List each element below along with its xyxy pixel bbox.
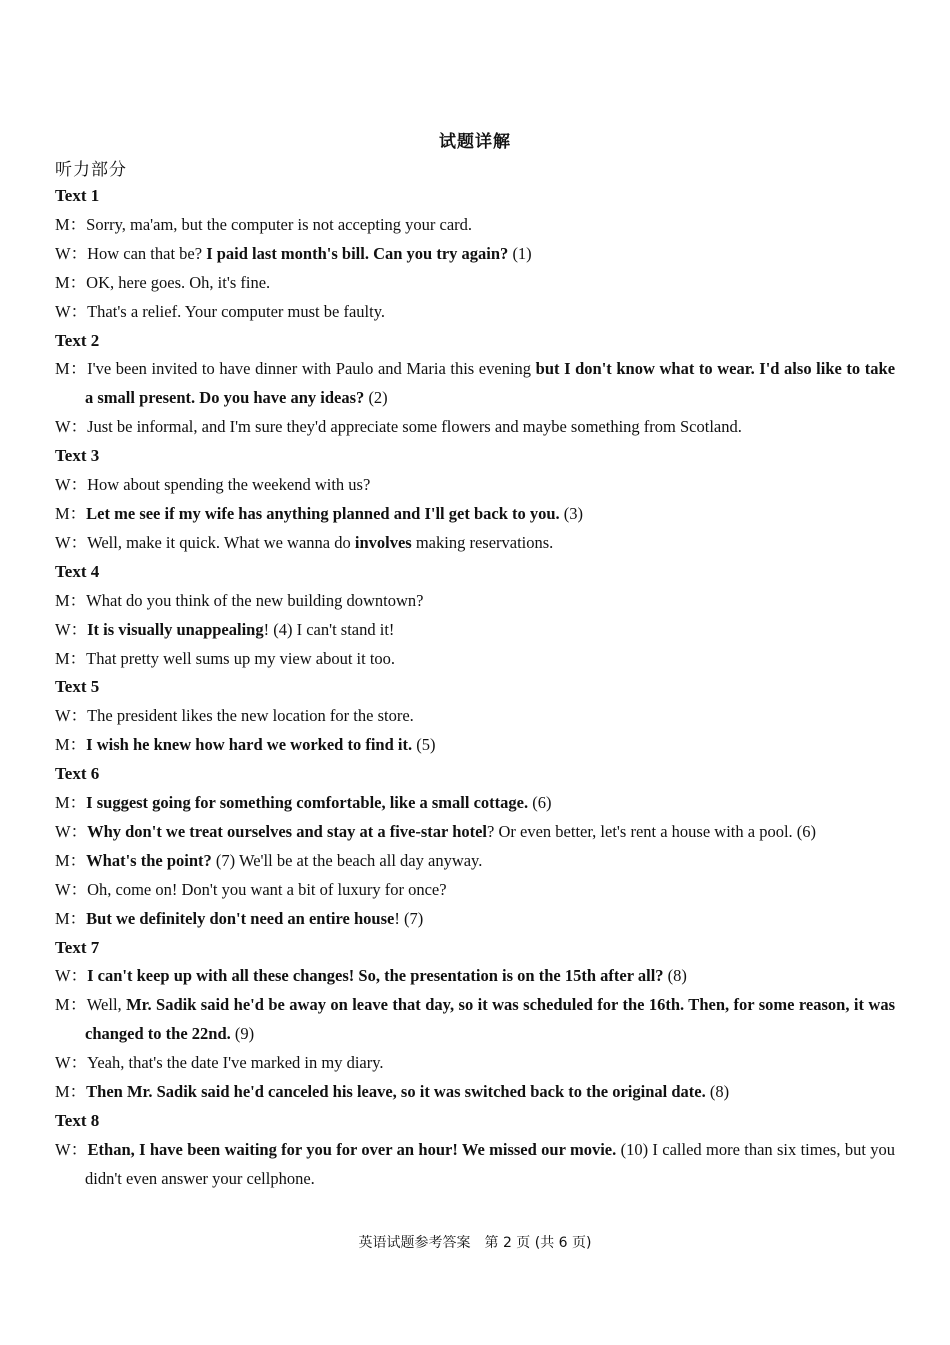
answer-key-text: But we definitely don't need an entire house: [86, 908, 395, 928]
text-heading: Text 7: [55, 937, 100, 957]
dialogue-text: making reservations.: [411, 532, 554, 552]
text-heading: Text 2: [55, 330, 100, 350]
page-footer: 英语试题参考答案 第 2 页 (共 6 页): [358, 1235, 592, 1251]
dialogue-text: ! (7): [394, 908, 424, 928]
dialogue-text: (5): [412, 735, 436, 755]
dialogue-text: That pretty well sums up my view about it too.: [86, 648, 396, 668]
answer-key-text: Let me see if my wife has anything planned and I'll get back to you.: [86, 503, 560, 523]
dialogue-text: The president likes the new location for the store.: [87, 706, 414, 726]
dialogue-line: [55, 962, 895, 991]
speaker-label: W：: [55, 301, 88, 321]
page-title: 试题详解: [439, 132, 511, 152]
dialogue-text: Sorry, ma'am, but the computer is not accepting your card.: [86, 214, 473, 234]
dialogue-text: (6): [528, 793, 552, 813]
speaker-label: W：: [55, 532, 88, 552]
dialogue-line: [55, 355, 895, 413]
dialogue-text: How about spending the weekend with us?: [87, 475, 371, 495]
speaker-label: M：: [55, 272, 87, 292]
text-heading: Text 8: [55, 1111, 100, 1130]
dialogue-line: [55, 702, 895, 731]
answer-key-text: I suggest going for something comfortable, like a small cottage.: [86, 793, 529, 813]
dialogue-line: [55, 413, 895, 442]
section-title: 听力部分: [55, 160, 127, 180]
answer-key-text: but I don't know what to wear. I'd also like to take a small present. Do you have any ideas?: [85, 359, 896, 408]
answer-key-text: Why don't we treat ourselves and stay at a five-star hotel: [87, 821, 488, 841]
transcript-body: [55, 182, 895, 1194]
dialogue-line: [55, 789, 895, 818]
speaker-label: W：: [55, 1139, 88, 1159]
dialogue-text: ! (4) I can't stand it!: [263, 619, 395, 639]
dialogue-line: [55, 876, 895, 905]
dialogue-line: [55, 500, 895, 529]
answer-key-text: It is visually unappealing: [87, 619, 264, 639]
dialogue-line: [55, 471, 895, 500]
answer-key-text: What's the point?: [86, 850, 212, 870]
dialogue-text: (1): [508, 243, 532, 263]
dialogue-text: (8): [705, 1082, 730, 1102]
dialogue-line: [55, 818, 895, 847]
answer-key-text: involves: [354, 532, 412, 552]
dialogue-text: (2): [364, 388, 388, 408]
speaker-label: M：: [55, 908, 87, 928]
dialogue-text: (9): [230, 1024, 255, 1044]
speaker-label: M：: [55, 503, 87, 523]
dialogue-text: ? Or even better, let's rent a house with a pool. (6): [487, 821, 817, 841]
dialogue-text: Oh, come on! Don't you want a bit of luxury for once?: [87, 879, 447, 899]
dialogue-line: [55, 269, 895, 298]
dialogue-line: [55, 240, 895, 269]
speaker-label: M：: [55, 735, 87, 755]
text-heading: Text 5: [55, 677, 100, 697]
answer-key-text: Mr. Sadik said he'd be away on leave that day, so it was scheduled for the 16th. Then, for some reason, it was changed to the 22nd.: [85, 995, 895, 1044]
dialogue-line: [55, 298, 895, 327]
answer-key-text: I can't keep up with all these changes! So, the presentation is on the 15th after all?: [87, 966, 664, 986]
dialogue-line: [55, 211, 895, 240]
speaker-label: M：: [55, 359, 88, 379]
speaker-label: W：: [55, 475, 88, 495]
answer-key-text: Ethan, I have been waiting for you for over an hour! We missed our movie.: [87, 1139, 617, 1159]
dialogue-text: Well,: [86, 995, 127, 1015]
dialogue-text: How can that be?: [87, 243, 207, 263]
speaker-label: W：: [55, 243, 88, 263]
speaker-label: M：: [55, 648, 87, 668]
speaker-label: M：: [55, 590, 87, 610]
dialogue-line: [55, 645, 895, 674]
dialogue-text: (10) I called more than six times, but you didn't even answer your cellphone.: [85, 1139, 896, 1188]
dialogue-line: [55, 1136, 895, 1194]
dialogue-text: Yeah, that's the date I've marked in my diary.: [87, 1053, 384, 1073]
speaker-label: W：: [55, 417, 88, 437]
dialogue-line: [55, 587, 895, 616]
text-heading: Text 6: [55, 764, 100, 784]
text-heading: Text 1: [55, 186, 100, 205]
dialogue-text: OK, here goes. Oh, it's fine.: [86, 272, 271, 292]
dialogue-line: [55, 1078, 895, 1107]
dialogue-text: (8): [663, 966, 687, 986]
dialogue-line: [55, 616, 895, 645]
speaker-label: M：: [55, 850, 87, 870]
text-heading: Text 4: [55, 561, 100, 581]
speaker-label: M：: [55, 995, 87, 1015]
dialogue-line: [55, 991, 895, 1049]
speaker-label: W：: [55, 706, 88, 726]
speaker-label: M：: [55, 214, 87, 234]
speaker-label: W：: [55, 619, 88, 639]
dialogue-text: (7) We'll be at the beach all day anyway.: [211, 850, 483, 870]
answer-key-text: Then Mr. Sadik said he'd canceled his leave, so it was switched back to the original date.: [86, 1082, 706, 1102]
text-heading: Text 3: [55, 446, 100, 466]
dialogue-line: [55, 847, 895, 876]
speaker-label: W：: [55, 879, 88, 899]
dialogue-line: [55, 731, 895, 760]
dialogue-line: [55, 905, 895, 934]
answer-key-text: I paid last month's bill. Can you try again?: [206, 243, 509, 263]
answer-key-text: I wish he knew how hard we worked to find it.: [86, 735, 413, 755]
dialogue-line: [55, 1049, 895, 1078]
speaker-label: M：: [55, 1082, 87, 1102]
dialogue-text: What do you think of the new building downtown?: [86, 590, 424, 610]
speaker-label: W：: [55, 821, 88, 841]
dialogue-text: That's a relief. Your computer must be faulty.: [87, 301, 385, 321]
speaker-label: W：: [55, 1053, 88, 1073]
dialogue-text: Just be informal, and I'm sure they'd appreciate some flowers and maybe something from Scotland.: [87, 417, 742, 437]
speaker-label: M：: [55, 793, 87, 813]
dialogue-text: (3): [559, 503, 584, 523]
dialogue-text: Well, make it quick. What we wanna do: [87, 532, 355, 552]
speaker-label: W：: [55, 966, 88, 986]
dialogue-line: [55, 529, 895, 558]
dialogue-text: I've been invited to have dinner with Paulo and Maria this evening: [87, 359, 536, 379]
